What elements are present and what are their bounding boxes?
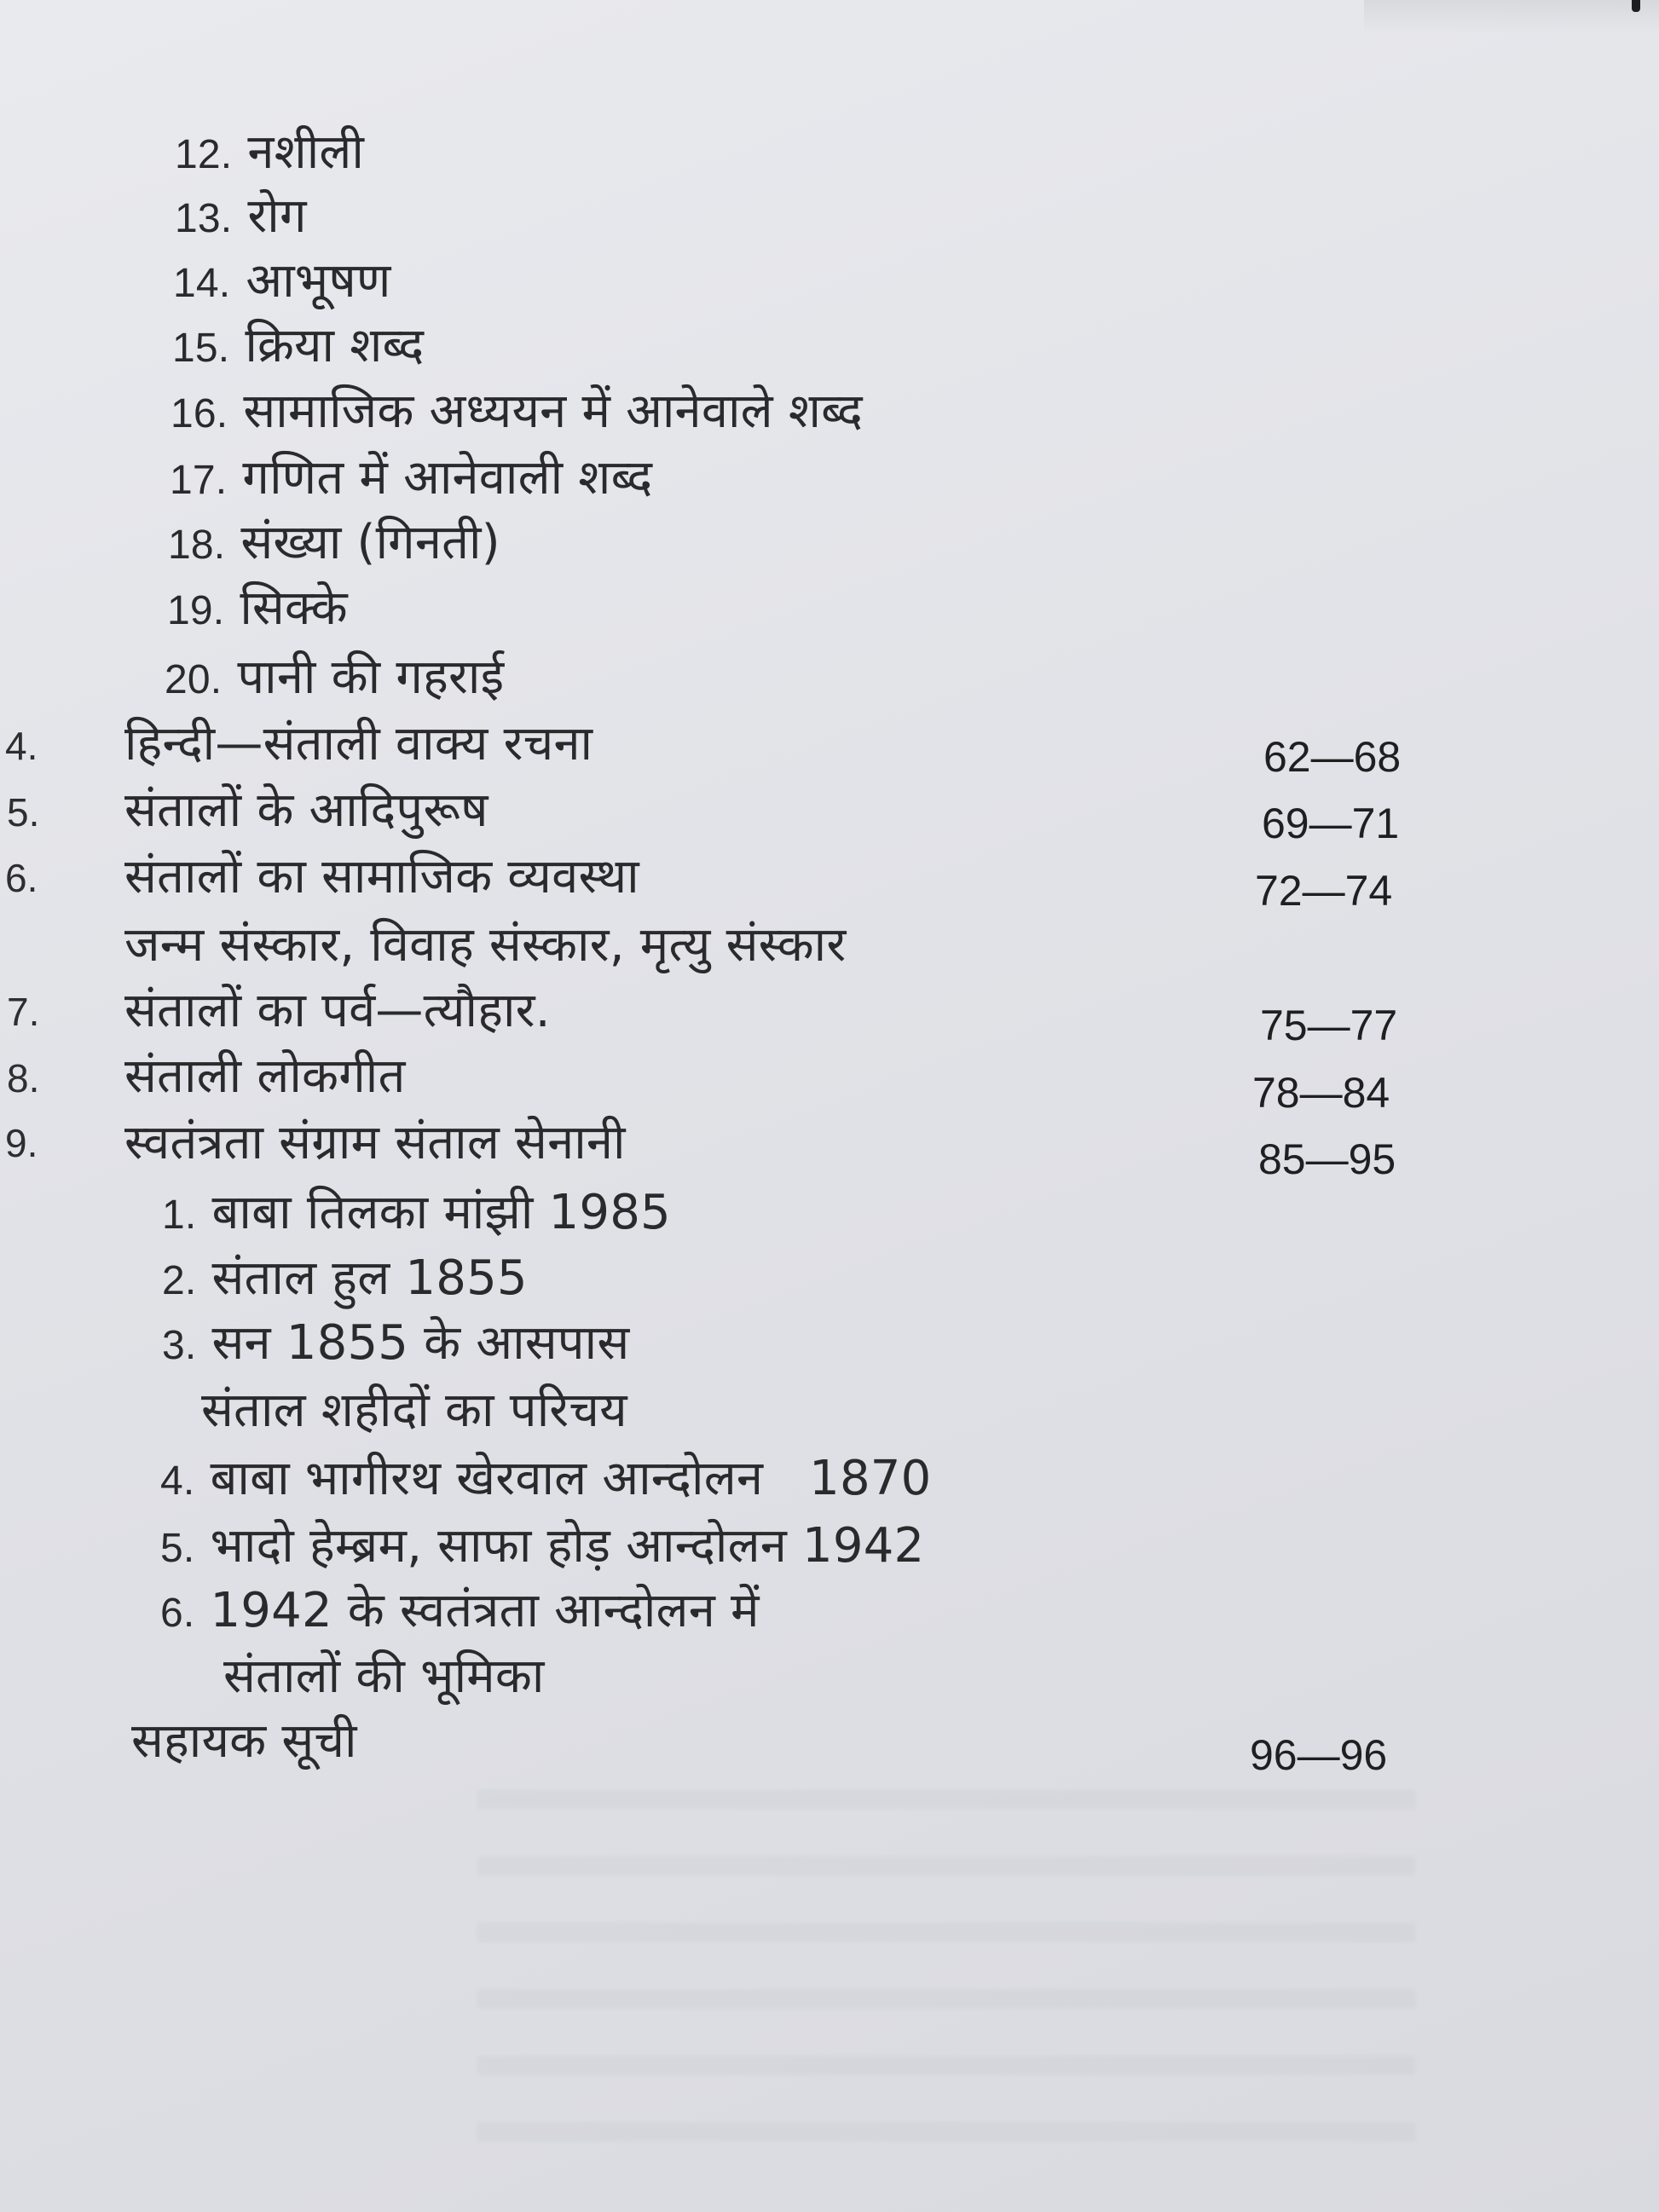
chapter-title: स्वतंत्रता संग्राम संताल सेनानी bbox=[124, 1115, 626, 1170]
chapter-title: संतालों के आदिपुरूष bbox=[124, 783, 488, 838]
chapter-subtitle: जन्म संस्कार, विवाह संस्कार, मृत्यु संस्कार bbox=[124, 917, 847, 973]
show-through-text bbox=[477, 1790, 1415, 2148]
appendix-title: सहायक सूची bbox=[131, 1713, 357, 1769]
toc-subitem: 5. भादो हेम्ब्रम, साफा होड़ आन्दोलन 1942 bbox=[160, 1518, 925, 1574]
chapter-title: संतालों का सामाजिक व्यवस्था bbox=[124, 849, 639, 904]
chapter-title: संतालों का पर्व—त्यौहार. bbox=[124, 983, 551, 1038]
page-range: 62—68 bbox=[1263, 733, 1402, 781]
chapter-title: संताली लोकगीत bbox=[124, 1048, 406, 1104]
page-shadow bbox=[1364, 0, 1659, 34]
toc-subitem: 17. गणित में आनेवाली शब्द bbox=[170, 450, 653, 505]
chapter-number: 8. bbox=[7, 1056, 40, 1100]
toc-subitem: 15. क्रिया शब्द bbox=[172, 318, 425, 373]
page-range: 85—95 bbox=[1258, 1135, 1396, 1183]
chapter-number: 6. bbox=[5, 856, 38, 900]
page-range: 72—74 bbox=[1255, 867, 1393, 915]
toc-subitem-continued: संतालों की भूमिका bbox=[223, 1649, 545, 1704]
toc-subitem: 12. नशीली bbox=[175, 124, 365, 180]
toc-subitem: 13. रोग bbox=[175, 188, 307, 244]
chapter-number: 4. bbox=[5, 724, 38, 768]
chapter-title: हिन्दी—संताली वाक्य रचना bbox=[124, 716, 593, 771]
chapter-number: 5. bbox=[7, 790, 40, 835]
toc-subitem: 20. पानी की गहराई bbox=[165, 650, 505, 705]
chapter-number: 9. bbox=[5, 1121, 38, 1165]
toc-subitem: 1. बाबा तिलका मांझी 1985 bbox=[162, 1185, 671, 1240]
chapter-number: 7. bbox=[7, 990, 40, 1034]
toc-subitem: 18. संख्या (गिनती) bbox=[168, 515, 500, 570]
page-range: 78—84 bbox=[1252, 1069, 1390, 1117]
page-range: 75—77 bbox=[1260, 1002, 1398, 1049]
toc-subitem: 4. बाबा भागीरथ खेरवाल आन्दोलन 1870 bbox=[160, 1451, 932, 1506]
toc-subitem: 16. सामाजिक अध्ययन में आनेवाले शब्द bbox=[171, 384, 863, 439]
page-range: 96—96 bbox=[1250, 1731, 1388, 1779]
toc-subitem: 3. सन 1855 के आसपास bbox=[162, 1315, 630, 1371]
corner-mark bbox=[1632, 0, 1640, 12]
toc-subitem: 19. सिक्के bbox=[167, 580, 348, 636]
toc-subitem: 6. 1942 के स्वतंत्रता आन्दोलन में bbox=[160, 1583, 760, 1638]
toc-subitem-continued: संताल शहीदों का परिचय bbox=[201, 1383, 627, 1438]
page-range: 69—71 bbox=[1262, 800, 1400, 847]
toc-subitem: 14. आभूषण bbox=[173, 253, 391, 309]
toc-subitem: 2. संताल हुल 1855 bbox=[162, 1250, 528, 1306]
